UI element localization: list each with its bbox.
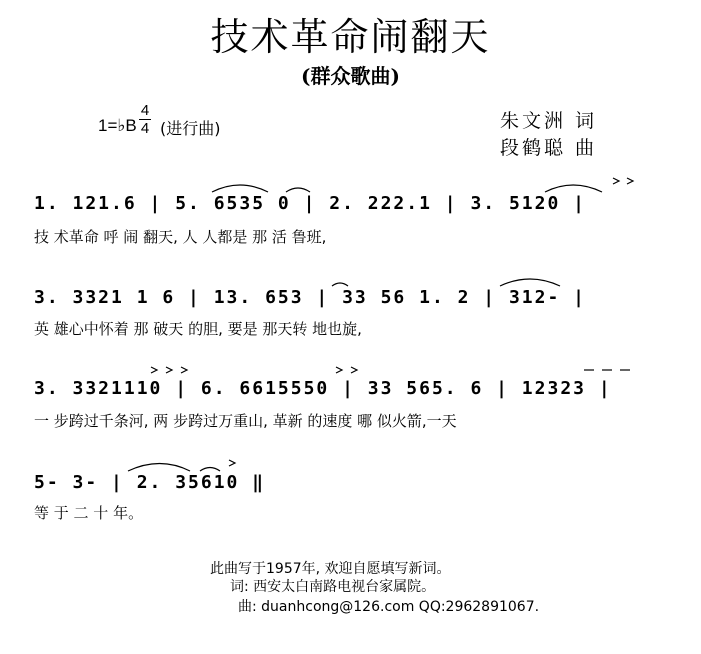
time-signature-top: 4 [140, 102, 150, 119]
accent-3 [151, 367, 157, 373]
accent-7 [351, 367, 357, 373]
key-signature: 1=♭B [98, 116, 137, 135]
score-line-4-notes: 5- 3- | 2. 35610 ‖ [34, 472, 266, 493]
score-line-1-notes: 1. 121.6 | 5. 6535 0 | 2. 222.1 | 3. 5120 | [34, 193, 586, 214]
score-line-2-notes: 3. 3321 1 6 | 13. 653 | 33 56 1. 2 | 312- | [34, 287, 586, 308]
accent-8 [229, 460, 235, 466]
slur-4 [500, 279, 560, 286]
composer-credit: 段鹤聪 曲 [500, 137, 598, 159]
song-title: 技术革命闹翻天 [210, 15, 491, 59]
lyricist-credit: 朱文洲 词 [500, 110, 598, 132]
footer-lyricist: 词: 西安太白南路电视台家属院。 [230, 579, 436, 595]
slur-5 [332, 283, 348, 286]
footer-note: 此曲写于1957年, 欢迎自愿填写新词。 [210, 561, 451, 577]
accent-4 [166, 367, 172, 373]
score-line-1-lyrics: 技 术革命 呼 闹 翻天, 人 人都是 那 活 鲁班, [34, 228, 327, 246]
score-line-4-lyrics: 等 于 二 十 年。 [34, 504, 144, 522]
slur-1 [212, 185, 268, 192]
time-signature-bottom: 4 [140, 120, 150, 137]
accent-1 [613, 178, 619, 184]
slur-3 [545, 185, 602, 192]
song-subtitle: (群众歌曲) [301, 64, 400, 88]
accent-2 [627, 178, 633, 184]
score-line-3-notes: 3. 3321110 | 6. 6615550 | 33 565. 6 | 12323 | [34, 378, 612, 399]
accent-5 [181, 367, 187, 373]
accent-6 [336, 367, 342, 373]
score-line-3-lyrics: 一 步跨过千条河, 两 步跨过万重山, 革新 的速度 哪 似火箭,一天 [34, 412, 457, 430]
score-line-2-lyrics: 英 雄心中怀着 那 破天 的胆, 要是 那天转 地也旋, [34, 320, 362, 338]
slur-7 [200, 468, 220, 472]
footer-composer-contact: 曲: duanhcong@126.com QQ:2962891067. [238, 599, 540, 615]
slur-2 [286, 188, 310, 192]
slur-6 [128, 464, 190, 472]
tempo-marking: (进行曲) [160, 119, 221, 138]
